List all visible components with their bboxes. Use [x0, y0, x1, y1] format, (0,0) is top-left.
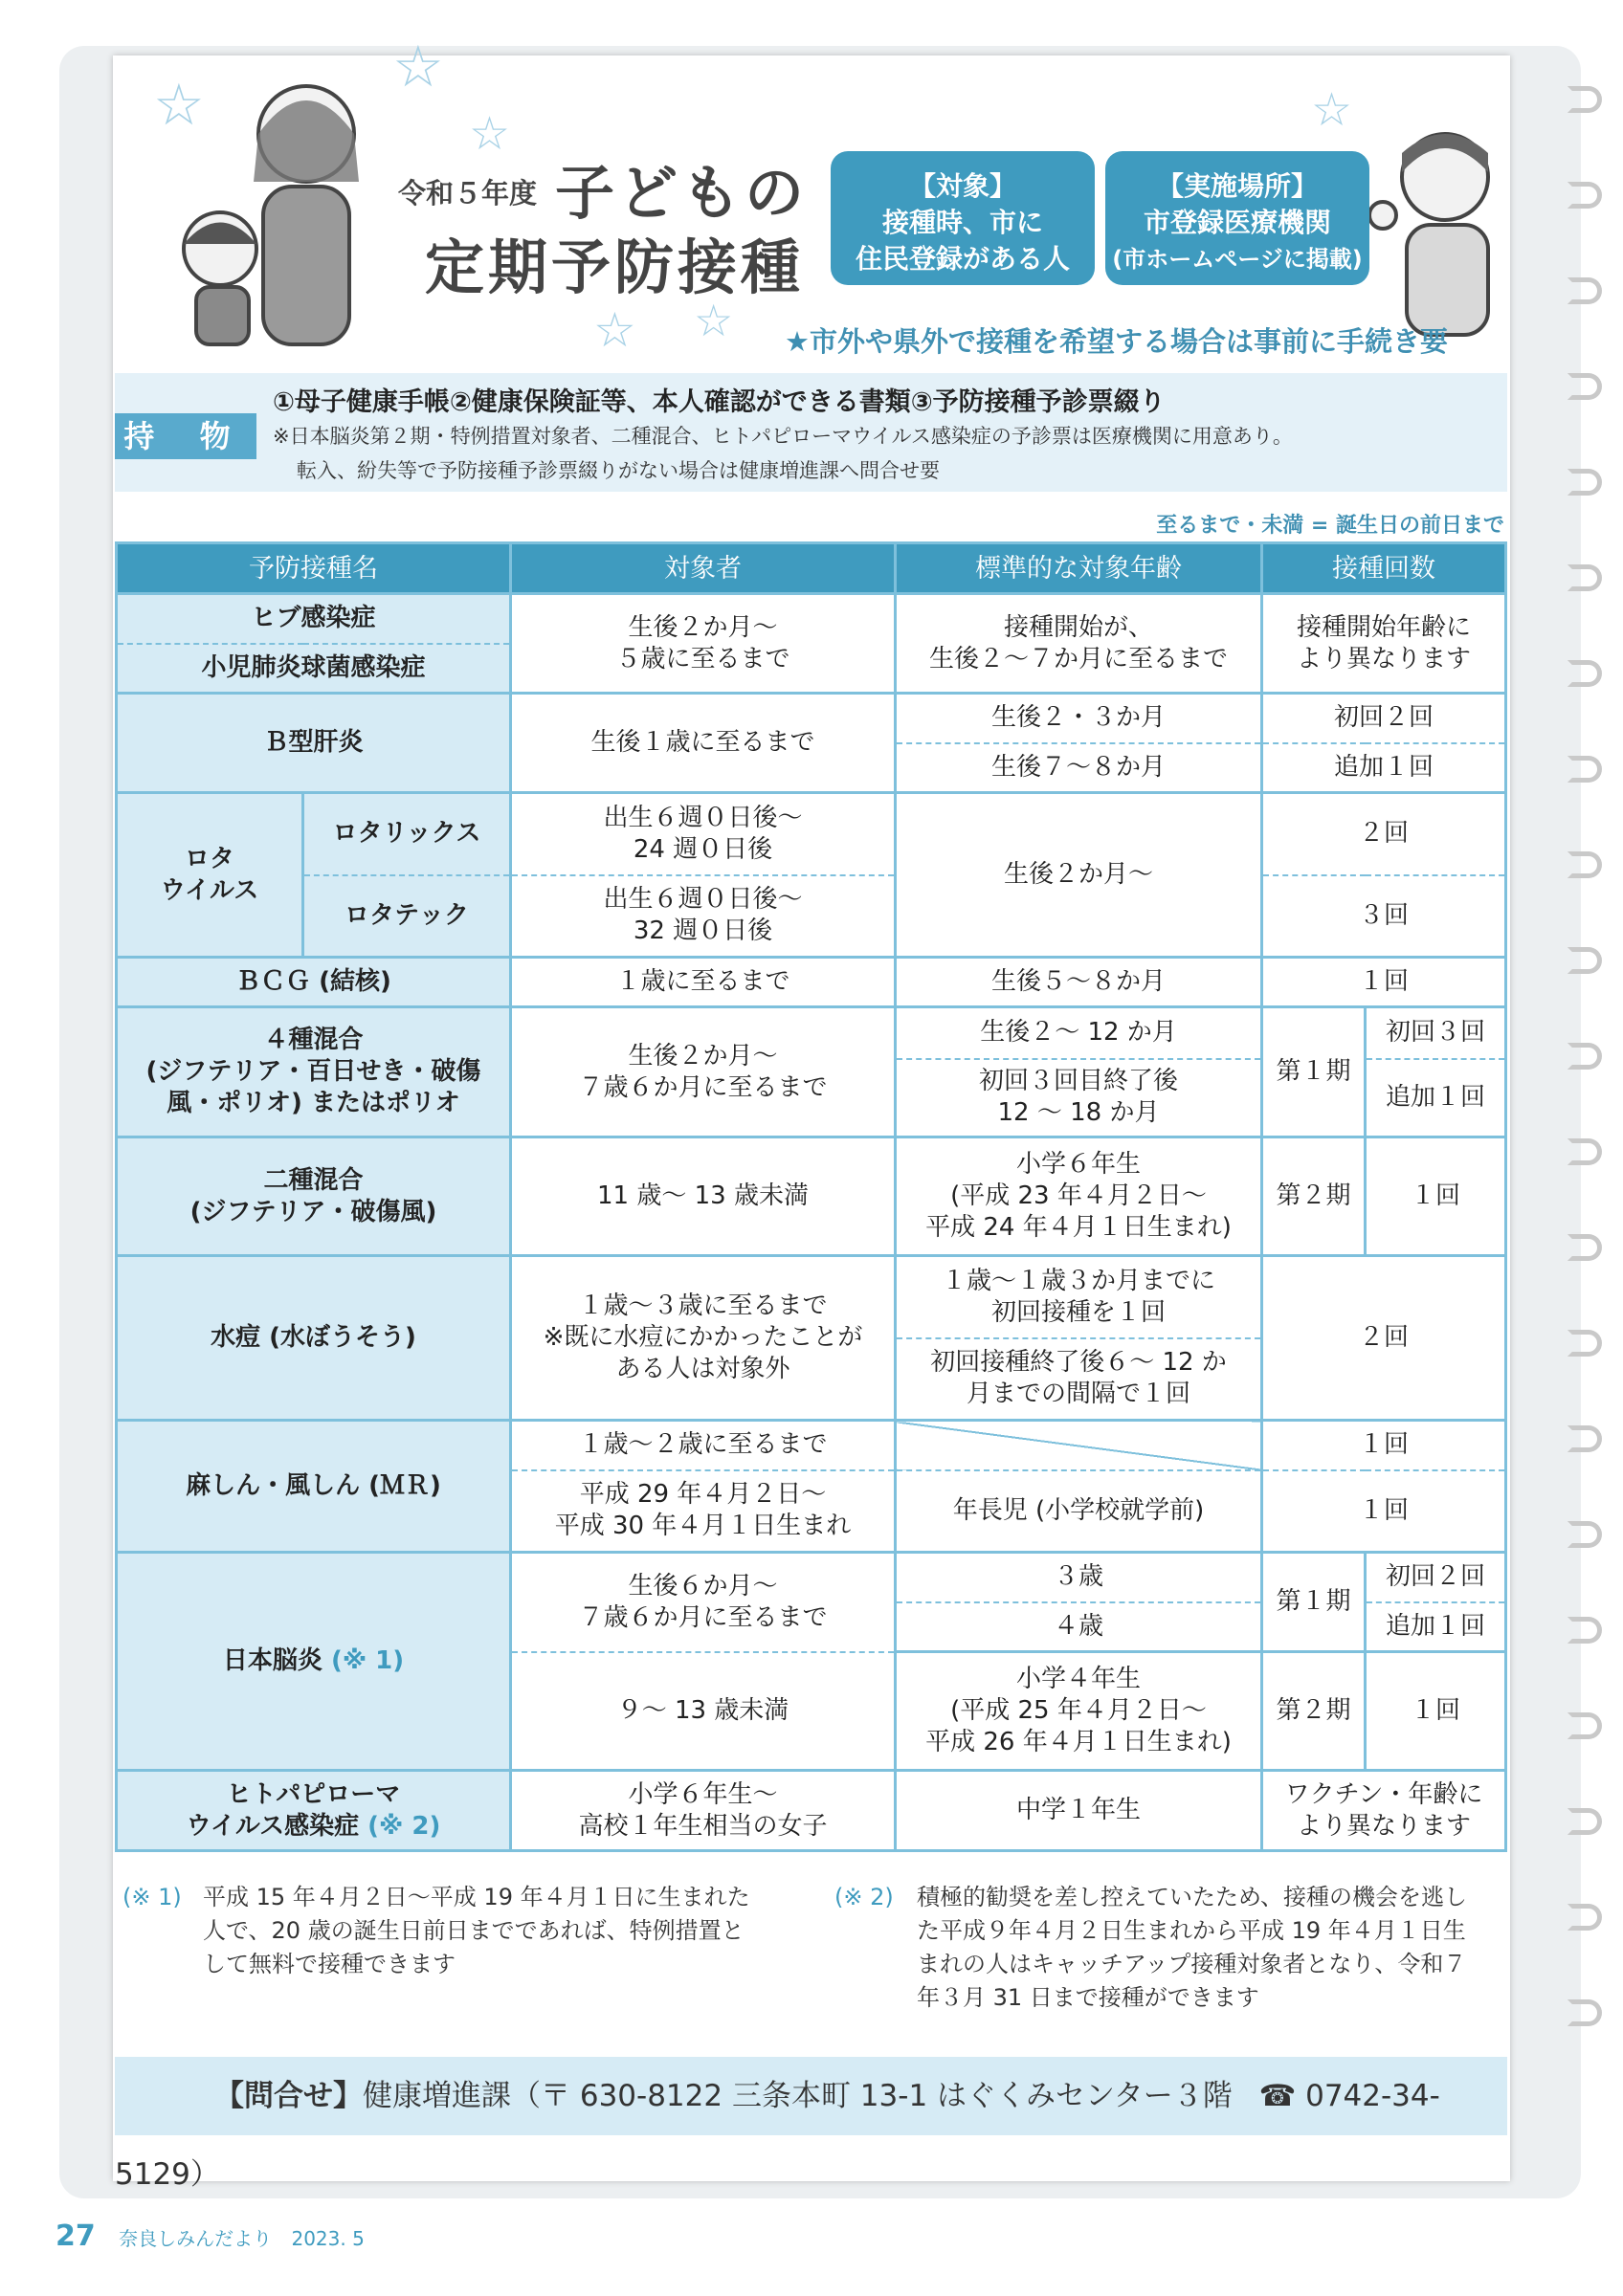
footnote-text	[203, 1881, 930, 1981]
cell-text: 出生６週０日後～	[603, 803, 803, 832]
cell-text: 平成 29 年４月２日～	[579, 1480, 827, 1510]
table-cell	[896, 1256, 1262, 1338]
cell-text: 初回３回目終了後	[978, 1067, 1178, 1096]
ring-icon	[1567, 756, 1602, 783]
cell-text: 初回接種終了後６～ 12 か	[930, 1348, 1227, 1378]
ring-icon	[1567, 564, 1602, 591]
page-title-line1: 子どもの	[555, 158, 809, 228]
cell-text: 初回接種を１回	[990, 1297, 1166, 1327]
contact-phone: ☎ 0742-34-5129）	[115, 2079, 1440, 2192]
target-box	[831, 151, 1095, 285]
header-vaccine: 予防接種名	[117, 543, 511, 594]
ring-icon	[1567, 660, 1602, 687]
table-cell	[1262, 594, 1506, 694]
table-cell: １回	[1366, 1652, 1506, 1771]
cell-text: ワクチン・年齢に	[1284, 1779, 1483, 1809]
star-icon: ☆	[392, 33, 444, 100]
note-mark: (※ 1)	[122, 1884, 182, 1910]
vaccine-rota	[117, 793, 303, 958]
cell-text: １歳～３歳に至るまで	[578, 1292, 828, 1320]
ring-icon	[1567, 1999, 1602, 2026]
table-cell: 第２期	[1262, 1137, 1366, 1256]
vaccine-bcg: ＢＣＧ (結核)	[117, 958, 511, 1007]
location-box	[1105, 151, 1369, 285]
contact-label: 【問合せ】	[214, 2079, 363, 2113]
cell-text: た平成９年４月２日生まれから平成 19 年４月１日生	[917, 1917, 1466, 1944]
cell-text: 平成 26 年４月１日生まれ)	[925, 1728, 1232, 1756]
cell-text: ヒトパピローマ	[226, 1779, 401, 1809]
table-cell: 追加１回	[1366, 1602, 1506, 1652]
cell-text: 接種開始年齢に	[1296, 612, 1471, 642]
table-cell	[896, 594, 1262, 694]
table-cell: ３回	[1262, 875, 1506, 958]
cell-text: 小学４年生	[1015, 1665, 1141, 1693]
ring-icon	[1567, 1043, 1602, 1070]
vaccine-rotarix: ロタリックス	[303, 793, 511, 875]
cell-text: 二種混合	[263, 1165, 364, 1195]
cell-text: 平成 15 年４月２日～平成 19 年４月１日に生まれた	[203, 1884, 750, 1910]
ring-icon	[1567, 1712, 1602, 1739]
ring-icon	[1567, 1904, 1602, 1931]
cell-text: 24 週０日後	[633, 834, 773, 864]
cell-text: して無料で接種できます	[203, 1951, 456, 1977]
page-footer	[56, 2219, 365, 2253]
ring-icon	[1567, 1808, 1602, 1835]
cell-text: 生後２か月～	[628, 1041, 778, 1071]
table-cell: 追加１回	[1366, 1059, 1506, 1137]
ring-icon	[1567, 1617, 1602, 1644]
ring-icon	[1567, 947, 1602, 974]
vaccine-mr: 麻しん・風しん (ＭＲ)	[117, 1421, 511, 1553]
table-cell: ２回	[1262, 1256, 1506, 1421]
star-icon: ☆	[153, 72, 205, 139]
cell-text: 出生６週０日後～	[603, 885, 803, 915]
cell-text: まれの人はキャッチアップ接種対象者となり、令和７	[917, 1951, 1467, 1977]
table-cell: 11 歳～ 13 歳未満	[511, 1137, 896, 1256]
footnote-text	[917, 1881, 1529, 2015]
vaccine-pneumococcal: 小児肺炎球菌感染症	[117, 644, 511, 694]
cell-text: (ジフテリア・百日せき・破傷	[145, 1057, 481, 1086]
vaccine-je	[117, 1553, 511, 1771]
ring-icon	[1567, 182, 1602, 209]
cell-text: (平成 23 年４月２日～	[950, 1181, 1207, 1210]
cell-text: ※既に水痘にかかったことが	[543, 1323, 863, 1352]
cell-text: 生後６か月～	[628, 1571, 778, 1601]
table-cell: 第１期	[1262, 1553, 1366, 1652]
cell-text: 接種開始が、	[1003, 612, 1153, 642]
header-count: 接種回数	[1262, 543, 1506, 594]
publication-date: 2023. 5	[291, 2227, 365, 2250]
cell-text: ５歳に至るまで	[615, 644, 790, 673]
ring-icon	[1567, 1330, 1602, 1357]
empty-diagonal-cell	[896, 1421, 1262, 1470]
table-cell	[511, 793, 896, 875]
cell-text: 月までの間隔で１回	[966, 1380, 1190, 1409]
cell-text: ロタ	[184, 844, 234, 873]
vaccine-hpv	[117, 1771, 511, 1851]
table-cell: １歳～２歳に至るまで	[511, 1421, 896, 1470]
vaccine-rotateq: ロタテック	[303, 875, 511, 958]
table-cell: 生後１歳に至るまで	[511, 694, 896, 793]
vaccine-hepb: Ｂ型肝炎	[117, 694, 511, 793]
table-cell: ４歳	[896, 1602, 1262, 1652]
cell-text: より異なります	[1296, 644, 1471, 673]
cell-text: 積極的勧奨を差し控えていたため、接種の機会を逃し	[917, 1884, 1468, 1910]
cell-text: ある人は対象外	[615, 1355, 790, 1383]
table-cell: 生後２か月～	[896, 793, 1262, 958]
cell-text: 日本脳炎	[222, 1646, 322, 1675]
star-icon: ☆	[1311, 83, 1353, 137]
table-cell	[511, 875, 896, 958]
table-note: 至るまで・未満 = 誕生日の前日まで	[1156, 514, 1504, 538]
mother-child-illustration	[163, 67, 402, 354]
ring-icon	[1567, 851, 1602, 878]
ring-icon	[1567, 1234, 1602, 1261]
table-cell	[511, 1470, 896, 1553]
table-cell: １回	[1262, 1421, 1506, 1470]
cell-text: ４種混合	[263, 1026, 364, 1054]
table-cell	[896, 1338, 1262, 1421]
table-cell: 初回２回	[1262, 694, 1506, 743]
items-label: 持 物	[115, 413, 256, 459]
table-cell: 年長児 (小学校就学前)	[896, 1470, 1262, 1553]
table-cell: 生後７～８か月	[896, 743, 1262, 793]
cell-text: 生後２か月～	[628, 612, 778, 642]
table-cell	[511, 1771, 896, 1851]
cell-text: 12 ～ 18 か月	[997, 1098, 1160, 1128]
star-icon: ☆	[469, 107, 511, 161]
table-cell: 中学１年生	[896, 1771, 1262, 1851]
ring-icon	[1567, 86, 1602, 113]
cell-text: 人で、20 歳の誕生日前日までであれば、特例措置と	[203, 1917, 745, 1944]
vaccine-dt	[117, 1137, 511, 1256]
page-number: 27	[56, 2219, 96, 2253]
table-cell: ３歳	[896, 1553, 1262, 1602]
table-cell: １歳に至るまで	[511, 958, 896, 1007]
header-age: 標準的な対象年齢	[896, 543, 1262, 594]
cell-text: ウイルス	[160, 875, 259, 905]
era-label: 令和５年度	[398, 177, 538, 210]
vaccine-dpt	[117, 1007, 511, 1137]
cell-text: 風・ポリオ) またはポリオ	[167, 1089, 460, 1117]
cell-text: ７歳６か月に至るまで	[578, 1072, 828, 1102]
table-cell	[1262, 1771, 1506, 1851]
footnote-2	[834, 1881, 1529, 2015]
ring-icon	[1567, 1521, 1602, 1548]
contact-bar	[115, 2057, 1507, 2192]
table-cell: ２回	[1262, 793, 1506, 875]
table-cell	[511, 1553, 896, 1652]
boy-illustration	[1359, 124, 1512, 344]
table-cell	[511, 1256, 896, 1421]
table-cell	[896, 1059, 1262, 1137]
items-line1: ①母子健康手帳②健康保険証等、本人確認ができる書類③予防接種予診票綴り	[273, 387, 1166, 417]
table-cell: １回	[1262, 958, 1506, 1007]
ring-icon	[1567, 1425, 1602, 1452]
out-of-city-notice: ★市外や県外で接種を希望する場合は事前に手続き要	[785, 325, 1448, 358]
note-mark: (※ 2)	[834, 1884, 894, 1910]
location-line1: 市登録医療機関	[1143, 207, 1331, 238]
note-mark: (※ 2)	[367, 1811, 441, 1841]
table-cell	[896, 1137, 1262, 1256]
ring-icon	[1567, 277, 1602, 304]
items-line2: ※日本脳炎第２期・特例措置対象者、二種混合、ヒトパピローマウイルス感染症の予診票は医療機関に用意あり。	[273, 425, 1293, 448]
note-mark: (※ 1)	[330, 1646, 405, 1675]
cell-text: 生後２～７か月に至るまで	[928, 644, 1228, 673]
table-cell	[511, 594, 896, 694]
cell-text: ７歳６か月に至るまで	[578, 1602, 828, 1632]
vaccine-hib: ヒブ感染症	[117, 594, 511, 644]
star-icon: ☆	[593, 302, 636, 358]
cell-text: 小学６年生～	[628, 1779, 778, 1809]
table-cell: 追加１回	[1262, 743, 1506, 793]
ring-icon	[1567, 469, 1602, 496]
table-cell: ９～ 13 歳未満	[511, 1652, 896, 1771]
ring-icon	[1567, 1138, 1602, 1165]
binder-rings	[1560, 86, 1617, 2143]
footnote-1	[122, 1881, 930, 1981]
location-heading: 【実施場所】	[1156, 170, 1318, 202]
ring-icon	[1567, 373, 1602, 400]
table-cell: １回	[1366, 1137, 1506, 1256]
table-cell: 生後５～８か月	[896, 958, 1262, 1007]
items-line3: 転入、紛失等で予防接種予診票綴りがない場合は健康増進課へ問合せ要	[297, 459, 940, 482]
table-cell: 生後２～ 12 か月	[896, 1007, 1262, 1059]
table-cell: 第２期	[1262, 1652, 1366, 1771]
table-cell: 第１期	[1262, 1007, 1366, 1137]
cell-text: 平成 24 年４月１日生まれ)	[925, 1213, 1232, 1242]
cell-text: 小学６年生	[1015, 1150, 1141, 1179]
table-cell: 初回２回	[1366, 1553, 1506, 1602]
star-icon: ☆	[694, 295, 734, 346]
cell-text	[118, 1811, 509, 1843]
cell-text: ウイルス感染症	[186, 1811, 360, 1841]
contact-text: 健康増進課（〒 630-8122 三条本町 13-1 はぐくみセンター３階	[363, 2079, 1233, 2113]
location-line2: (市ホームページに掲載)	[1112, 246, 1363, 273]
cell-text: 年３月 31 日まで接種ができます	[917, 1984, 1259, 2011]
target-heading: 【対象】	[908, 170, 1016, 202]
cell-text: (ジフテリア・破傷風)	[189, 1197, 437, 1226]
table-cell: １回	[1262, 1470, 1506, 1553]
table-cell: 生後２・３か月	[896, 694, 1262, 743]
table-cell: 初回３回	[1366, 1007, 1506, 1059]
cell-text: １歳～１歳３か月までに	[941, 1266, 1215, 1295]
table-cell	[511, 1007, 896, 1137]
cell-text: より異なります	[1296, 1811, 1471, 1841]
table-cell	[896, 1652, 1262, 1771]
items-section	[115, 373, 1507, 492]
vaccination-table	[115, 541, 1507, 1852]
vaccine-varicella: 水痘 (水ぼうそう)	[117, 1256, 511, 1421]
page-title-line2: 定期予防接種	[425, 232, 805, 302]
cell-text: 32 週０日後	[633, 916, 773, 946]
cell-text: (平成 25 年４月２日～	[950, 1696, 1207, 1725]
cell-text: 平成 30 年４月１日生まれ	[554, 1512, 852, 1541]
target-line1: 接種時、市に	[881, 207, 1043, 238]
cell-text: 高校１年生相当の女子	[578, 1811, 828, 1841]
header-target: 対象者	[511, 543, 896, 594]
publication-name: 奈良しみんだより	[119, 2227, 273, 2250]
target-line2: 住民登録がある人	[855, 243, 1070, 275]
